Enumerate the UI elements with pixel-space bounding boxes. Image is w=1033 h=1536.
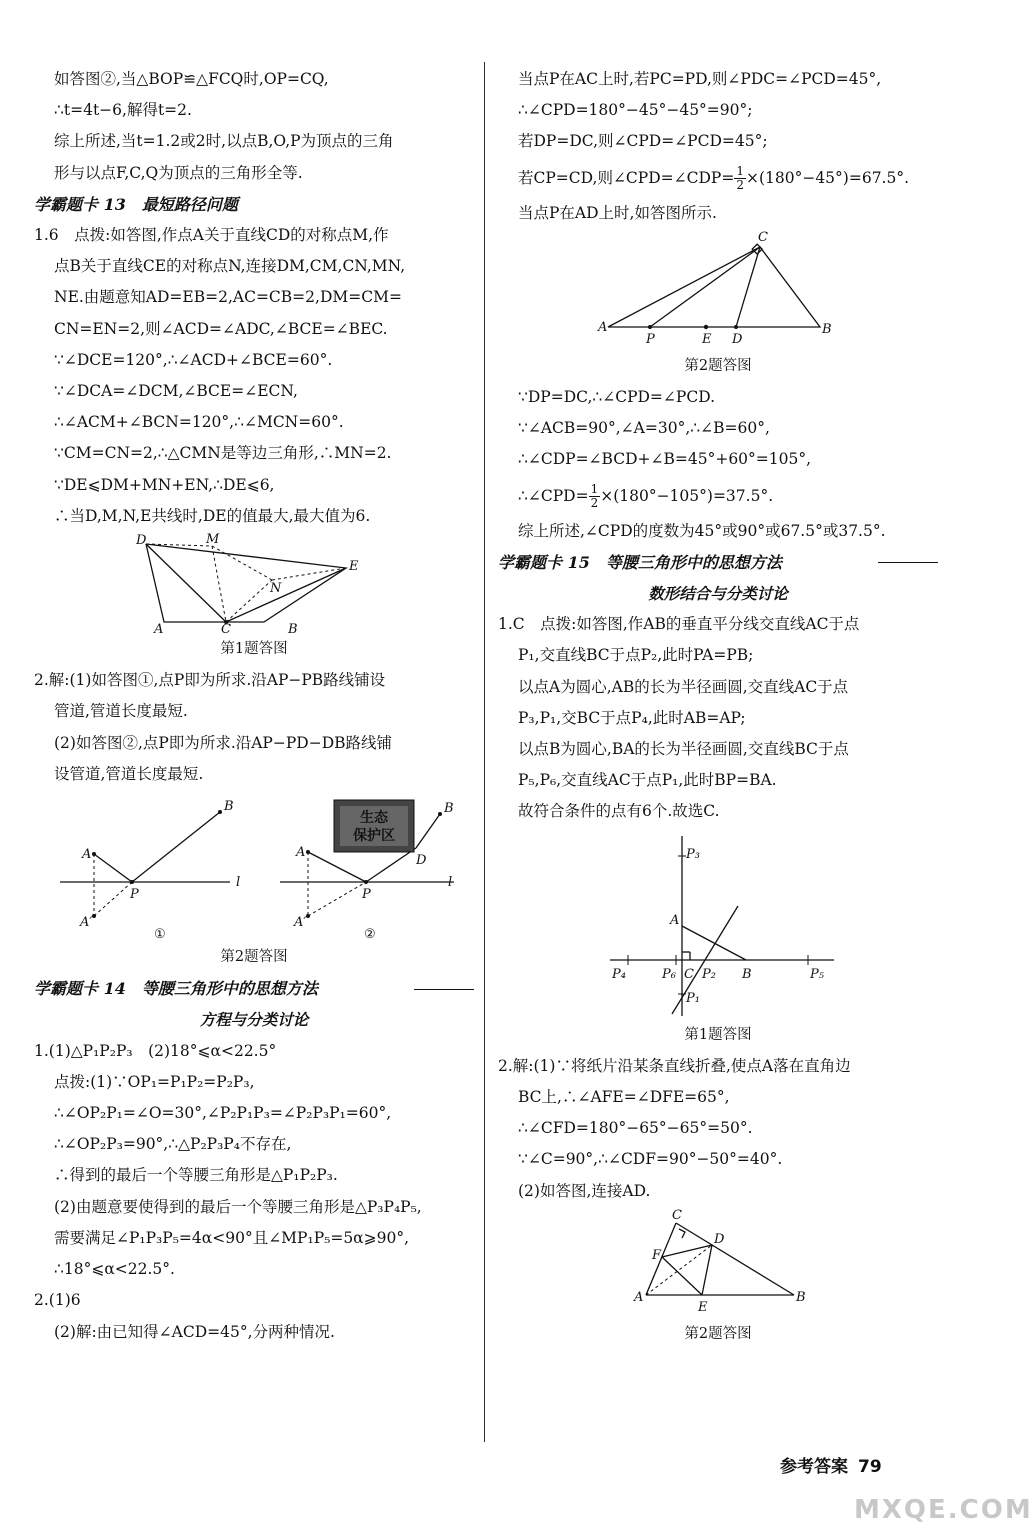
section-subtitle-15: 数形结合与分类讨论 (648, 584, 788, 604)
label-C: C (221, 622, 231, 638)
text-line: 以点B为圆心,BA的长为半径画圆,交直线BC于点 (518, 740, 849, 759)
text-line: (2)由题意要使得到的最后一个等腰三角形是△P₃P₄P₅, (54, 1197, 422, 1216)
fraction-half-2 (589, 483, 601, 510)
text-line: P₁,交直线BC于点P₂,此时PA=PB; (518, 646, 754, 665)
figure-caption: 第1题答图 (684, 1026, 752, 1043)
page-number: 79 (858, 1457, 882, 1477)
text-line: ∵∠DCE=120°,∴∠ACD+∠BCE=60°. (54, 350, 333, 369)
text-line: ∴∠CFD=180°−65°−65°=50°. (518, 1119, 753, 1138)
text-line: P₃,P₁,交BC于点P₄,此时AB=AP; (518, 708, 746, 727)
text-line: P₅,P₆,交直线AC于点P₁,此时BP=BA. (518, 771, 777, 790)
text-line: ∵∠ACB=90°,∠A=30°,∴∠B=60°, (518, 419, 770, 438)
left-column (34, 64, 474, 1348)
section-subtitle-14: 方程与分类讨论 (199, 1010, 309, 1030)
text-line: 2.解:(1)∵将纸片沿某条直线折叠,使点A落在直角边 (498, 1056, 851, 1075)
label-P1: P (130, 887, 139, 903)
text-line (498, 158, 938, 198)
page-footer (780, 1452, 882, 1477)
text-line: ∴当D,M,N,E共线时,DE的值最大,最大值为6. (54, 506, 371, 525)
label-B: B (822, 321, 832, 337)
text-line: 点拨:(1)∵OP₁=P₁P₂=P₂P₃, (54, 1072, 255, 1091)
figure-caption: 第2题答图 (220, 949, 288, 966)
label-C: C (758, 229, 768, 245)
label-B1: B (224, 799, 234, 815)
text-line: 当点P在AD上时,如答图所示. (518, 203, 717, 222)
label-N: N (270, 581, 282, 597)
label-P2: P (362, 887, 371, 903)
label-B: B (796, 1289, 806, 1305)
text-line: 若DP=DC,则∠CPD=∠PCD=45°; (518, 132, 768, 151)
label-P: P (646, 331, 655, 347)
fraction-den-2: 2 (590, 496, 599, 511)
label-A1: A (82, 847, 92, 863)
eco-zone-line2: 保护区 (353, 828, 395, 845)
figure-caption: 第2题答图 (684, 357, 752, 374)
text-line: ∴∠OP₂P₁=∠O=30°,∠P₂P₁P₃=∠P₂P₃P₁=60°, (54, 1104, 392, 1123)
text-line: (2)如答图②,点P即为所求.沿AP−PD−DB路线铺 (54, 733, 393, 752)
section-title-13: 学霸题卡 13 最短路径问题 (34, 194, 238, 214)
figure-13-2 (44, 792, 464, 942)
right-column (498, 64, 938, 1350)
eco-zone-line1: 生态 (360, 810, 388, 827)
text-line: ∴18°⩽α<22.5°. (54, 1260, 175, 1279)
text-line: 2.(1)6 (34, 1291, 81, 1310)
text-line: ∵∠DCA=∠DCM,∠BCE=∠ECN, (54, 382, 298, 401)
label-D: D (136, 533, 147, 549)
fraction-num-2: 1 (590, 482, 599, 497)
text-line: ∵∠C=90°,∴∠CDF=90°−50°=40°. (518, 1150, 783, 1169)
text-line: (2)解:由已知得∠ACD=45°,分两种情况. (54, 1322, 335, 1341)
label-P1: P₁ (686, 990, 700, 1006)
mark-1: ① (154, 927, 166, 943)
figure-caption: 第1题答图 (220, 641, 288, 658)
text-line: ∵DP=DC,∴∠CPD=∠PCD. (518, 388, 715, 407)
label-E: E (702, 331, 712, 347)
label-D: D (714, 1231, 725, 1247)
label-A: A (154, 622, 164, 638)
label-E: E (698, 1299, 708, 1315)
figure-14-2 (598, 231, 838, 351)
text-line: ∵DE⩽DM+MN+EN,∴DE⩽6, (54, 475, 275, 494)
label-P3: P₃ (686, 846, 700, 862)
label-D: D (732, 331, 743, 347)
label-A-prime-1: A′ (80, 915, 93, 931)
figure-13-1 (124, 532, 384, 638)
fraction-prefix: 若CP=CD,则∠CPD=∠CDP= (518, 168, 735, 187)
text-line: 综上所述,∠CPD的度数为45°或90°或67.5°或37.5°. (518, 521, 886, 540)
figure-15-2 (618, 1209, 818, 1319)
text-line: ∴∠OP₂P₃=90°,∴△P₂P₃P₄不存在, (54, 1135, 292, 1154)
text-line: ∴t=4t−6,解得t=2. (54, 101, 192, 120)
section-title-15: 学霸题卡 15 等腰三角形中的思想方法 (498, 547, 938, 578)
text-line: 点B关于直线CE的对称点N,连接DM,CM,CN,MN, (54, 257, 406, 276)
fraction-half (734, 165, 746, 192)
text-line (498, 476, 938, 516)
label-A: A (598, 319, 608, 335)
text-line: ∴∠CPD=180°−45°−45°=90°; (518, 101, 753, 120)
section-title-14: 学霸题卡 14 等腰三角形中的思想方法 (34, 973, 474, 1004)
fraction-prefix-2: ∴∠CPD= (518, 486, 589, 505)
text-line: 2.解:(1)如答图①,点P即为所求.沿AP−PB路线铺设 (34, 671, 386, 690)
text-line: BC上,∴∠AFE=∠DFE=65°, (518, 1088, 730, 1107)
label-A-prime-2: A′ (294, 915, 307, 931)
label-C: C (684, 966, 694, 982)
text-line: ∴∠CDP=∠BCD+∠B=45°+60°=105°, (518, 450, 812, 469)
label-A: A (670, 912, 680, 928)
mark-2: ② (364, 927, 376, 943)
fraction-num: 1 (736, 164, 744, 179)
text-line: 如答图②,当△BOP≌△FCQ时,OP=CQ, (54, 70, 329, 88)
footer-label: 参考答案 (780, 1457, 848, 1477)
text-line: 需要满足∠P₁P₃P₅=4α<90°且∠MP₁P₅=5α⩾90°, (54, 1228, 410, 1247)
label-l1: l (236, 875, 241, 891)
watermark: MXQE.COM (854, 1495, 1033, 1525)
label-P2: P₂ (702, 966, 716, 982)
fraction-suffix: ×(180°−45°)=67.5°. (745, 168, 910, 187)
label-M: M (206, 532, 220, 548)
text-line: 1.(1)△P₁P₂P₃ (2)18°⩽α<22.5° (34, 1041, 277, 1060)
text-line: 1.C 点拨:如答图,作AB的垂直平分线交直线AC于点 (498, 615, 860, 634)
text-line: 设管道,管道长度最短. (54, 764, 204, 783)
label-B: B (742, 966, 752, 982)
label-F: F (652, 1247, 662, 1263)
label-P6: P₆ (662, 966, 676, 982)
text-line: ∴得到的最后一个等腰三角形是△P₁P₂P₃. (54, 1166, 338, 1185)
label-D2: D (416, 853, 427, 869)
text-line: 形与以点F,C,Q为顶点的三角形全等. (54, 163, 303, 182)
label-A2: A (296, 845, 306, 861)
text-line: 综上所述,当t=1.2或2时,以点B,O,P为顶点的三角 (54, 132, 394, 151)
label-C: C (672, 1207, 682, 1223)
text-line: 当点P在AC上时,若PC=PD,则∠PDC=∠PCD=45°, (518, 70, 882, 88)
figure-15-1 (598, 830, 838, 1020)
text-line: (2)如答图,连接AD. (518, 1181, 651, 1200)
label-B2: B (444, 801, 454, 817)
fraction-suffix-2: ×(180°−105°)=37.5°. (600, 486, 774, 505)
label-A: A (634, 1289, 644, 1305)
text-line: ∴∠ACM+∠BCN=120°,∴∠MCN=60°. (54, 413, 344, 432)
text-line: 故符合条件的点有6个.故选C. (518, 802, 720, 821)
text-line: 管道,管道长度最短. (54, 702, 188, 721)
label-B: B (288, 622, 298, 638)
text-line: 1.6 点拨:如答图,作点A关于直线CD的对称点M,作 (34, 226, 389, 245)
figure-caption: 第2题答图 (684, 1325, 752, 1342)
fraction-den: 2 (736, 178, 744, 193)
label-P4: P₄ (612, 966, 626, 982)
text-line: 以点A为圆心,AB的长为半径画圆,交直线AC于点 (518, 677, 849, 696)
label-P5: P₅ (810, 966, 824, 982)
label-E: E (349, 559, 359, 575)
text-line: CN=EN=2,则∠ACD=∠ADC,∠BCE=∠BEC. (54, 319, 388, 338)
column-divider (484, 62, 485, 1442)
text-line: ∵CM=CN=2,∴△CMN是等边三角形,∴MN=2. (54, 444, 392, 463)
label-l2: l (448, 875, 453, 891)
text-line: NE.由题意知AD=EB=2,AC=CB=2,DM=CM= (54, 288, 402, 307)
